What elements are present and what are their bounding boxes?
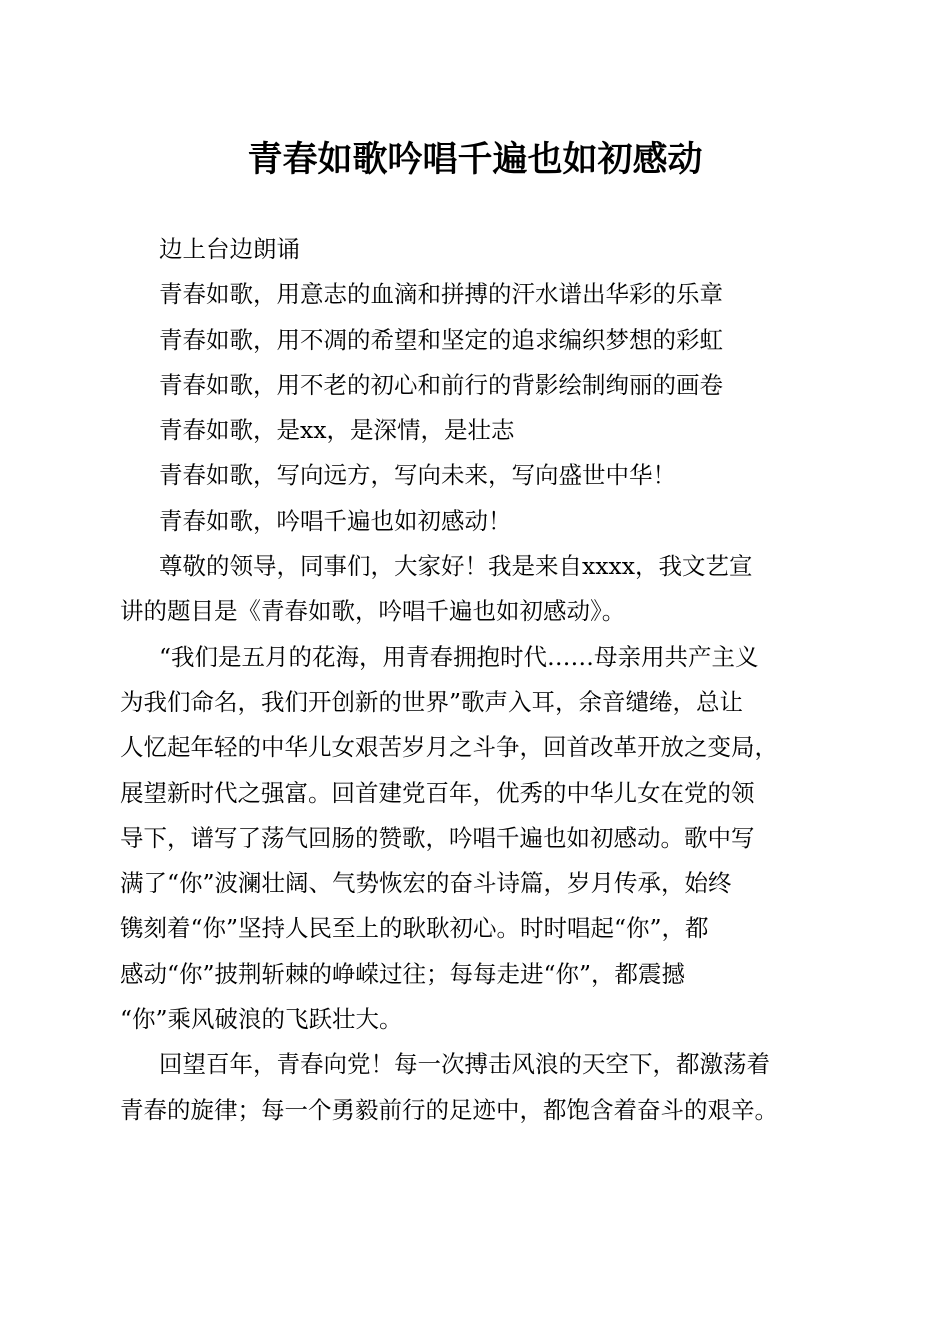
- body-line: 青春如歌，写向远方，写向未来，写向盛世中华！: [159, 461, 676, 490]
- body-line: 青春如歌，用不老的初心和前行的背影绘制绚丽的画卷: [159, 370, 723, 399]
- body-line: 回望百年，青春向党！每一次搏击风浪的天空下，都激荡着: [159, 1050, 770, 1079]
- body-line: 边上台边朗诵: [159, 235, 300, 263]
- body-line: “我们是五月的花海，用青春拥抱时代……母亲用共产主义: [159, 642, 759, 671]
- body-line: 青春的旋律；每一个勇毅前行的足迹中，都饱含着奋斗的艰辛。: [120, 1095, 778, 1124]
- document-title: 青春如歌吟唱千遍也如初感动: [247, 139, 703, 180]
- body-line: 感动“你”披荆斩棘的峥嵘过往；每每走进“你”，都震撼: [120, 959, 686, 988]
- document-body: [120, 227, 840, 1133]
- body-line: 青春如歌，吟唱千遍也如初感动！: [159, 506, 512, 535]
- body-line: 导下，谱写了荡气回肠的赞歌，吟唱千遍也如初感动。歌中写: [120, 823, 755, 852]
- body-line: 人忆起年轻的中华儿女艰苦岁月之斗争，回首改革开放之变局，: [120, 733, 778, 762]
- body-line: 为我们命名，我们开创新的世界”歌声入耳，余音缱绻，总让: [120, 687, 744, 716]
- body-line: 满了“你”波澜壮阔、气势恢宏的奋斗诗篇，岁月传承，始终: [120, 869, 732, 898]
- body-line: 青春如歌，用不凋的希望和坚定的追求编织梦想的彩虹: [159, 325, 723, 354]
- body-line: 讲的题目是《青春如歌，吟唱千遍也如初感动》。: [120, 597, 626, 626]
- body-line: 镌刻着“你”坚持人民至上的耿耿初心。时时唱起“你”，都: [120, 914, 709, 943]
- body-line: 青春如歌，是xx，是深情，是壮志: [159, 416, 515, 445]
- body-line: 展望新时代之强富。回首建党百年，优秀的中华儿女在党的领: [120, 778, 755, 807]
- body-line: “你”乘风破浪的飞跃壮大。: [120, 1005, 403, 1034]
- body-line: 青春如歌，用意志的血滴和拼搏的汗水谱出华彩的乐章: [159, 280, 723, 309]
- body-line: 尊敬的领导，同事们，大家好！我是来自xxxx，我文艺宣: [159, 552, 753, 581]
